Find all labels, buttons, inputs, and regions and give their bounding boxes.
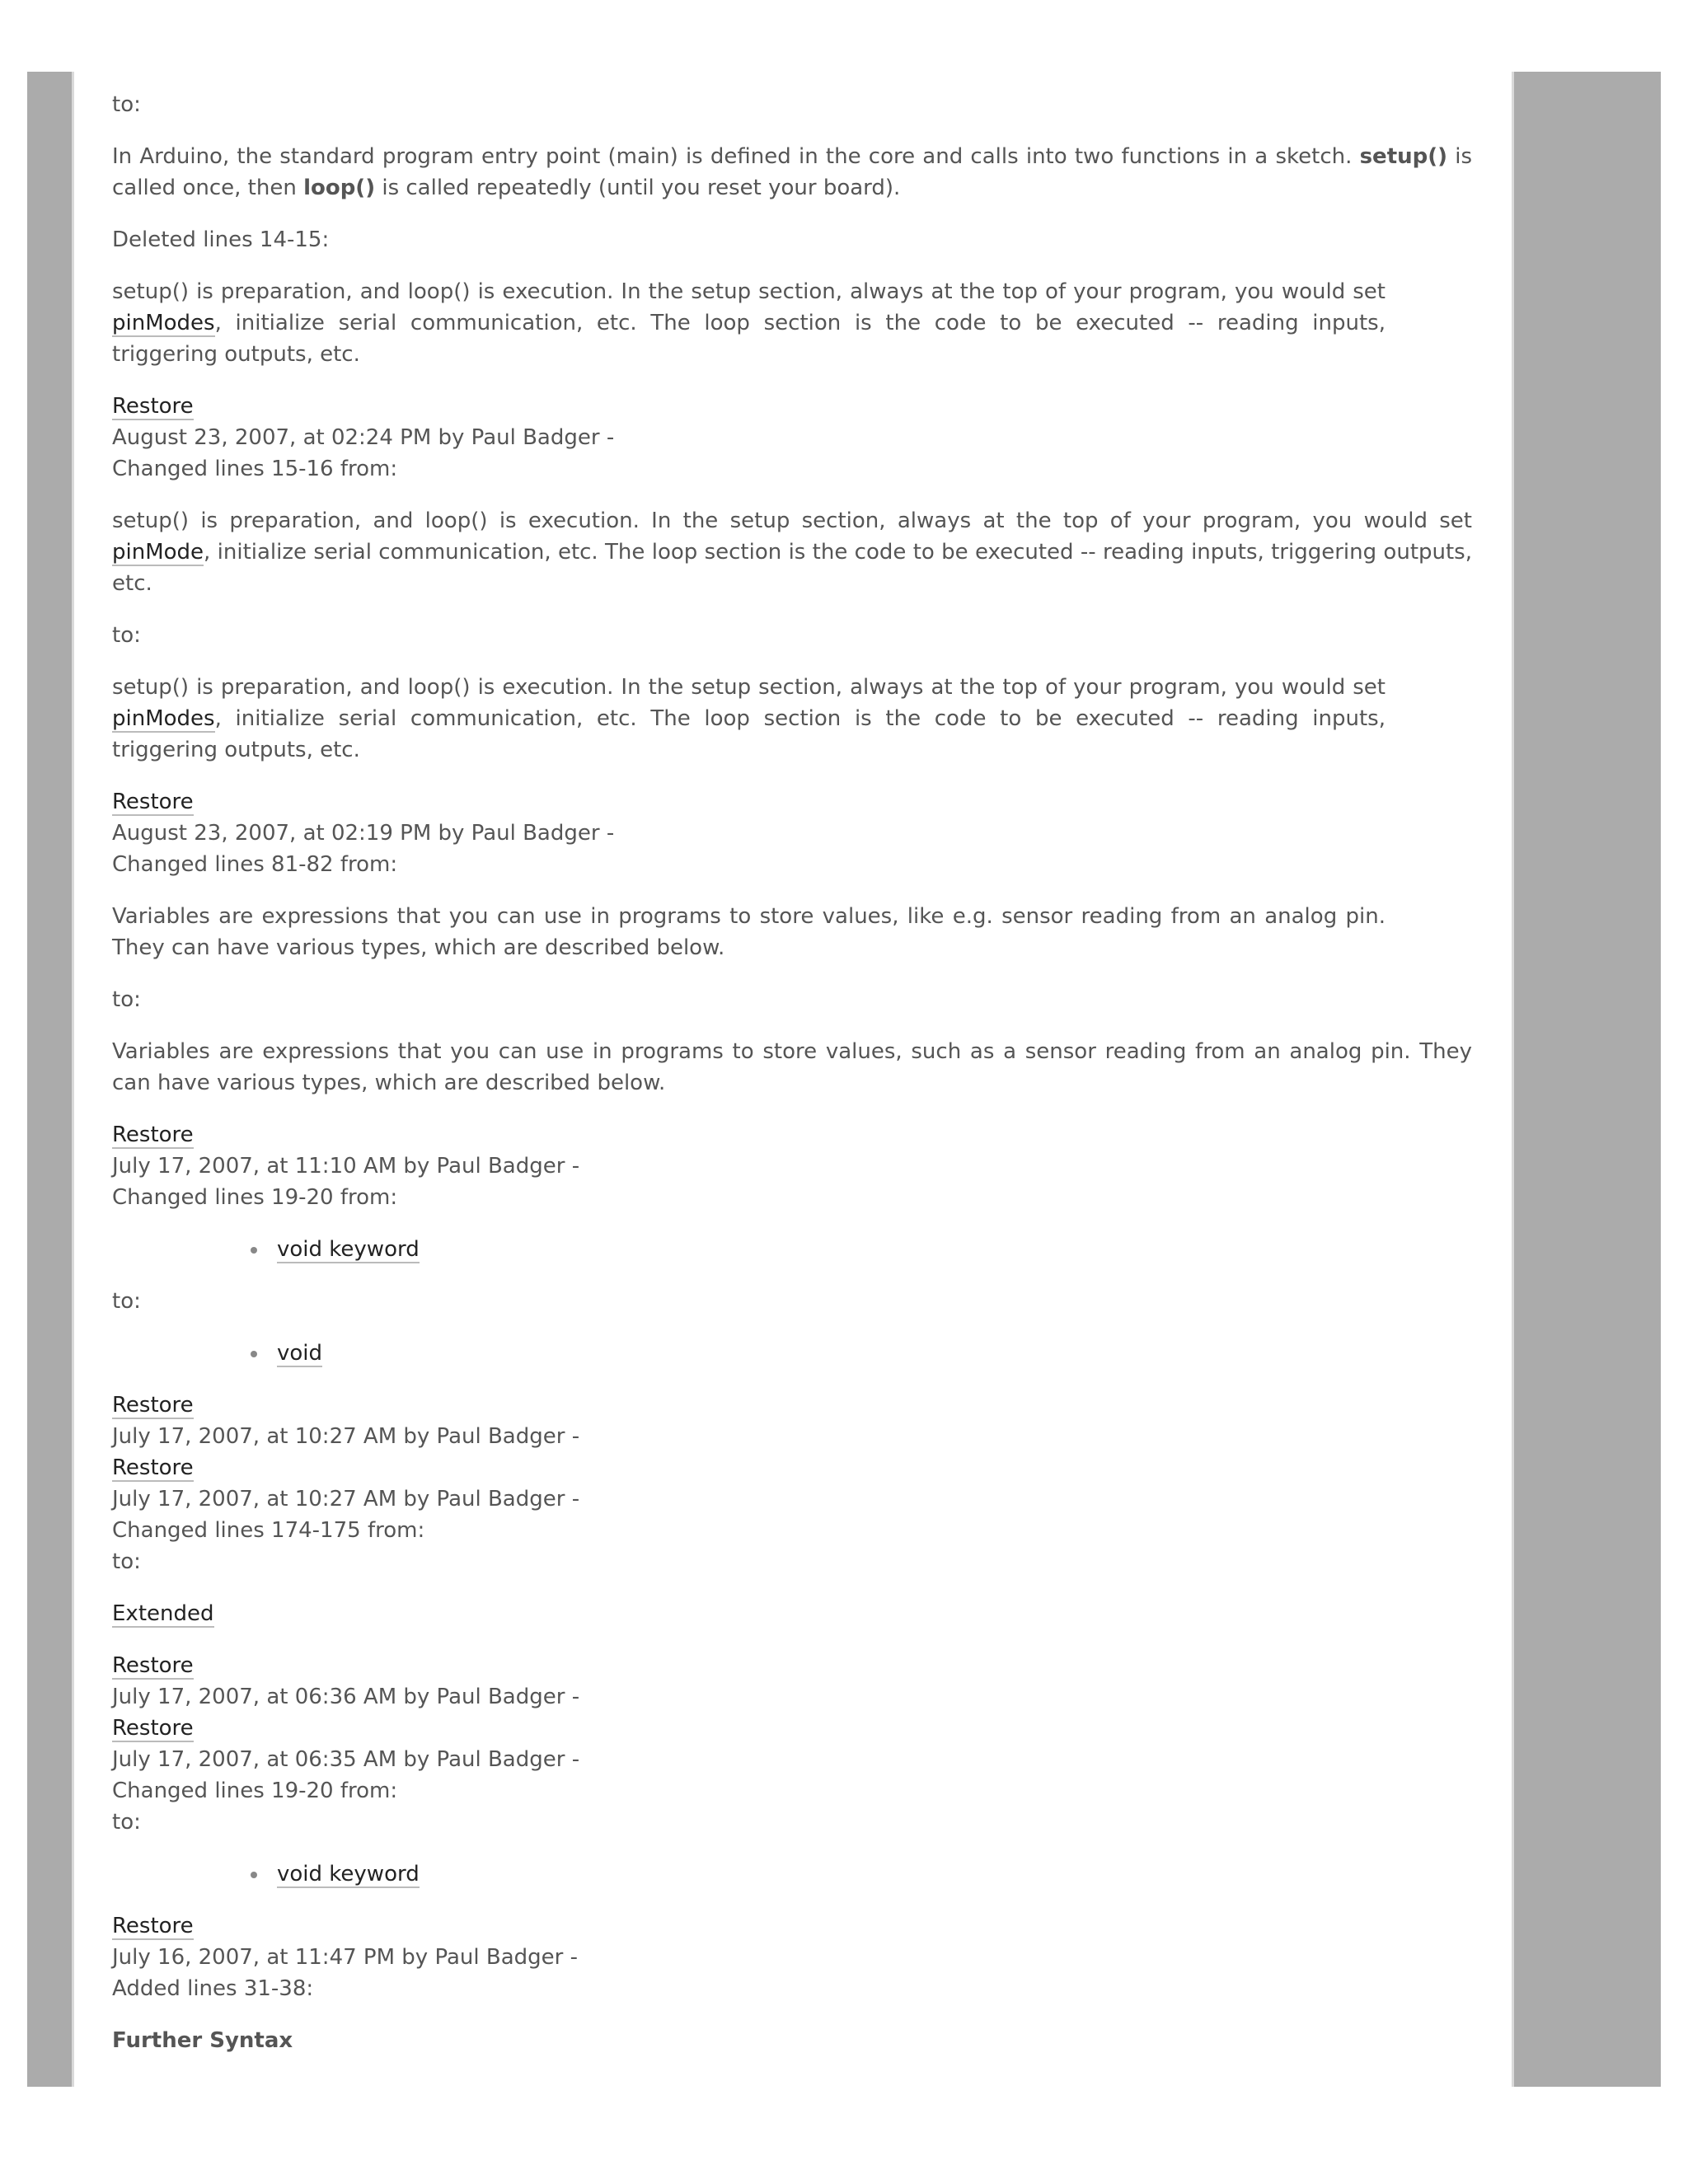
change-label: Changed lines 15-16 from: [112,457,398,481]
restore-link[interactable]: Restore [112,1914,194,1938]
restore-link[interactable]: Restore [112,394,194,419]
to-label: to: [112,623,141,648]
to-paragraph: Variables are expressions that you can use in programs to store values, such as a sensor reading from an analog pin. They can have various types, which are described below. [112,1039,1472,1095]
to-label: to: [112,92,141,117]
pinmodes-link[interactable]: pinModes [112,706,215,731]
revision-meta: July 17, 2007, at 11:10 AM by Paul Badger - [112,1154,580,1179]
revision-meta: August 23, 2007, at 02:24 PM by Paul Badger - [112,425,615,450]
revision-meta: July 17, 2007, at 06:35 AM by Paul Badger - [112,1747,580,1772]
from-list [112,1234,1472,1265]
restore-link[interactable]: Restore [112,1653,194,1678]
left-margin-bar [27,72,74,2087]
list-item [277,1858,1472,1890]
to-label: to: [112,1549,141,1574]
to-label: to: [112,1289,141,1314]
revision-meta: July 16, 2007, at 11:47 PM by Paul Badger - [112,1945,578,1970]
change-label: Added lines 31-38: [112,1976,314,2001]
right-margin-bar [1512,72,1661,2087]
page-content [112,89,1472,2077]
change-label: Changed lines 19-20 from: [112,1779,398,1803]
to-list [112,1338,1472,1369]
restore-link[interactable]: Restore [112,790,194,814]
further-syntax-heading: Further Syntax [112,2028,293,2053]
restore-link[interactable]: Restore [112,1122,194,1147]
extended-link[interactable]: Extended [112,1601,214,1626]
list-item [277,1338,1472,1369]
entry-point-paragraph: In Arduino, the standard program entry point (main) is defined in the core and calls into two functions in a sketch. setup() is called once, then loop() is called repeatedly (until you reset your board). [112,144,1473,200]
change-label: Changed lines 19-20 from: [112,1185,398,1210]
change-label: Changed lines 174-175 from: [112,1518,425,1543]
revision-meta: July 17, 2007, at 10:27 AM by Paul Badger - [112,1487,580,1511]
void-keyword-link[interactable]: void keyword [277,1862,420,1886]
to-label: to: [112,1810,141,1835]
restore-link[interactable]: Restore [112,1455,194,1480]
revision-meta: July 17, 2007, at 06:36 AM by Paul Badger - [112,1685,580,1709]
loop-keyword: loop() [303,176,376,200]
restore-link[interactable]: Restore [112,1716,194,1741]
to-label: to: [112,987,141,1012]
from-paragraph: setup() is preparation, and loop() is execution. In the setup section, always at the top of your program, you would set pinMode, initialize serial communication, etc. The loop section is the code to be executed -- reading inputs, triggering outputs, etc. [112,509,1472,596]
revision-meta: July 17, 2007, at 10:27 AM by Paul Badger - [112,1424,580,1449]
pinmode-link[interactable]: pinMode [112,540,204,565]
restore-link[interactable]: Restore [112,1393,194,1418]
to-paragraph: setup() is preparation, and loop() is execution. In the setup section, always at the top of your program, you would set pinModes, initialize serial communication, etc. The loop section is the code to be executed -- reading inputs, triggering outputs, etc. [112,675,1386,762]
deleted-lines-label: Deleted lines 14-15: [112,227,330,252]
revision-meta: August 23, 2007, at 02:19 PM by Paul Badger - [112,821,615,846]
change-label: Changed lines 81-82 from: [112,852,398,877]
from-paragraph: Variables are expressions that you can use in programs to store values, like e.g. sensor reading from an analog pin. They can have various types, which are described below. [112,904,1386,960]
list-item [277,1234,1472,1265]
to-list [112,1858,1472,1890]
preparation-paragraph: setup() is preparation, and loop() is execution. In the setup section, always at the top of your program, you would set pinModes, initialize serial communication, etc. The loop section is the code to be executed -- reading inputs, triggering outputs, etc. [112,279,1386,367]
void-link[interactable]: void [277,1341,323,1366]
pinmodes-link[interactable]: pinModes [112,311,215,335]
setup-keyword: setup() [1359,144,1448,169]
void-keyword-link[interactable]: void keyword [277,1237,420,1262]
